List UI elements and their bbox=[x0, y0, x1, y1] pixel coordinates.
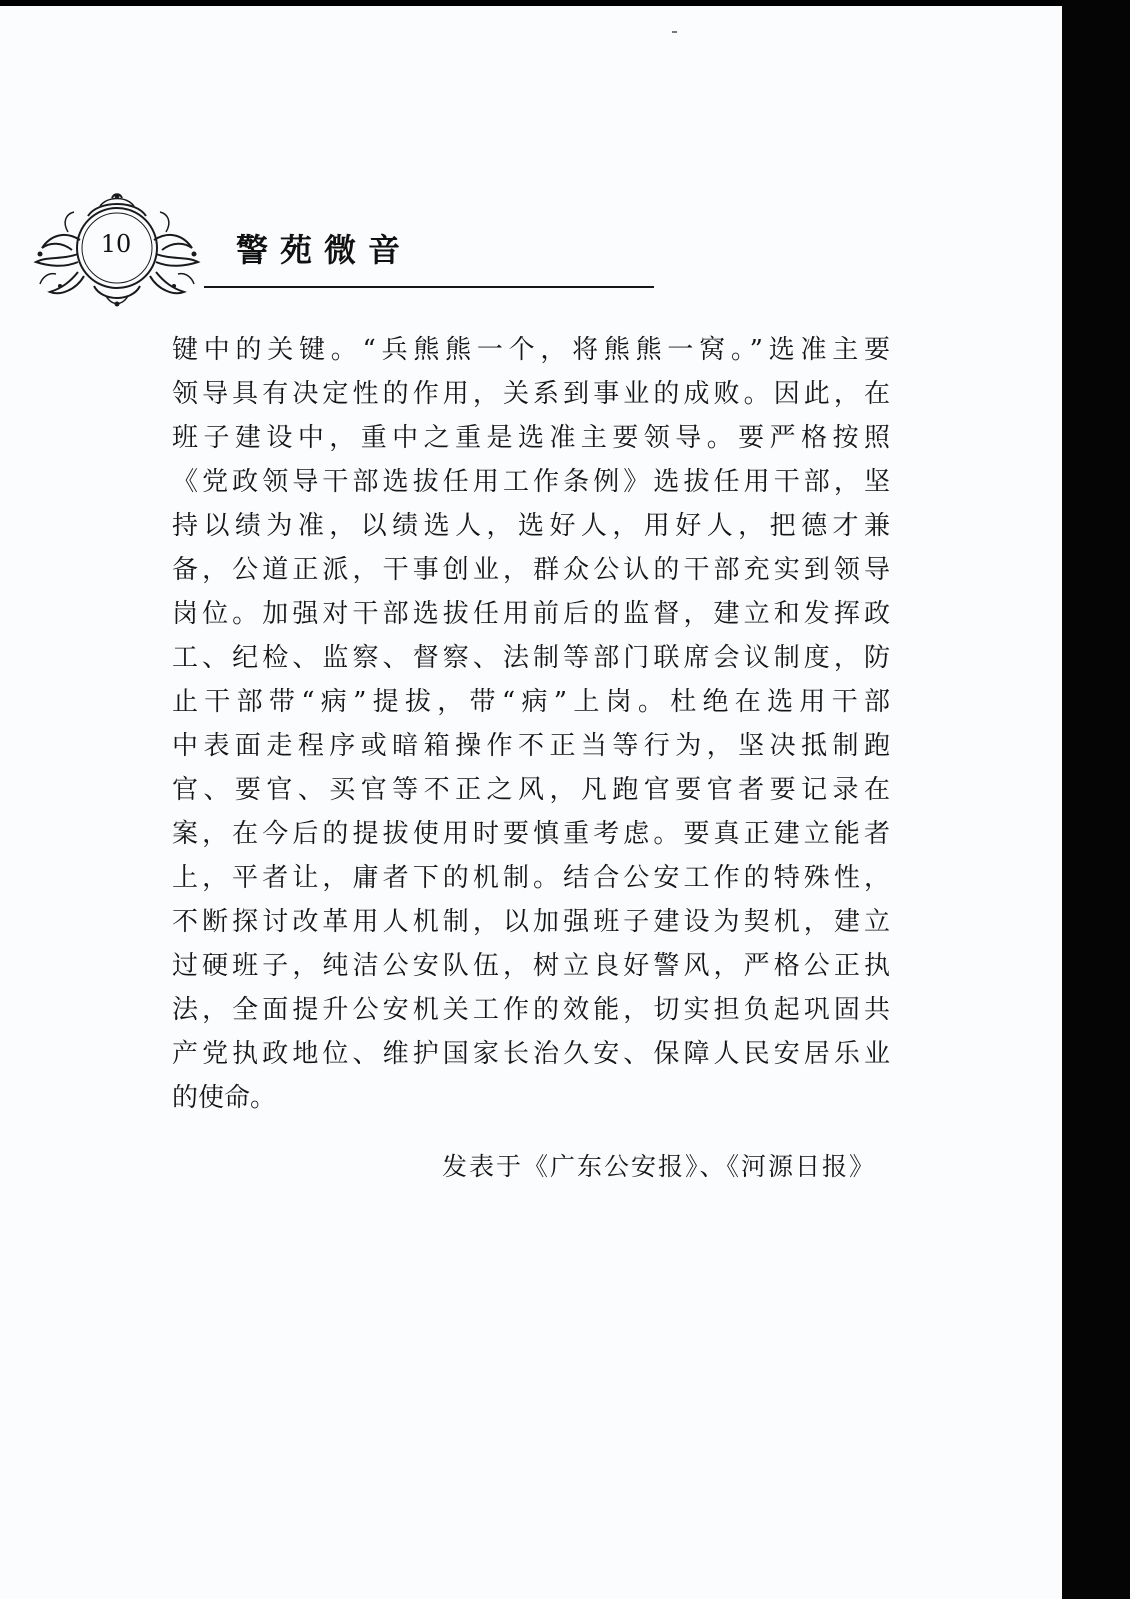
body-line: 《党政领导干部选拔任用工作条例》选拔任用干部，坚 bbox=[172, 467, 890, 497]
body-line: 班子建设中，重中之重是选准主要领导。要严格按照 bbox=[172, 423, 890, 453]
publication-note: 发表于《广东公安报》、《河源日报》 bbox=[441, 1152, 876, 1181]
body-line: 止干部带“病”提拔，带“病”上岗。杜绝在选用干部 bbox=[172, 687, 890, 717]
body-line: 不断探讨改革用人机制，以加强班子建设为契机，建立 bbox=[172, 907, 890, 937]
scan-speck bbox=[672, 31, 677, 33]
body-line: 案，在今后的提拔使用时要慎重考虑。要真正建立能者 bbox=[172, 819, 890, 849]
body-line: 过硬班子，纯洁公安队伍，树立良好警风，严格公正执 bbox=[172, 951, 890, 981]
body-paragraph bbox=[172, 328, 890, 1120]
body-line: 岗位。加强对干部选拔任用前后的监督，建立和发挥政 bbox=[172, 599, 890, 629]
body-line: 官、要官、买官等不正之风，凡跑官要官者要记录在 bbox=[172, 775, 890, 805]
header-rule bbox=[204, 286, 654, 288]
body-line: 备，公道正派，干事创业，群众公认的干部充实到领导 bbox=[172, 555, 890, 585]
body-line: 领导具有决定性的作用，关系到事业的成败。因此，在 bbox=[172, 379, 890, 409]
document-page bbox=[0, 6, 1062, 1599]
body-line: 键中的关键。“兵熊熊一个，将熊熊一窝。”选准主要 bbox=[172, 335, 890, 365]
body-line: 法，全面提升公安机关工作的效能，切实担负起巩固共 bbox=[172, 995, 890, 1025]
body-line: 工、纪检、监察、督察、法制等部门联席会议制度，防 bbox=[172, 643, 890, 673]
body-line: 持以绩为准，以绩选人，选好人，用好人，把德才兼 bbox=[172, 511, 890, 541]
body-line: 上，平者让，庸者下的机制。结合公安工作的特殊性， bbox=[172, 863, 890, 893]
book-title: 警苑微音 bbox=[236, 231, 413, 269]
body-line: 的使命。 bbox=[172, 1083, 277, 1113]
scan-border bbox=[1062, 0, 1130, 1599]
body-line: 产党执政地位、维护国家长治久安、保障人民安居乐业 bbox=[172, 1039, 890, 1069]
body-line: 中表面走程序或暗箱操作不正当等行为，坚决抵制跑 bbox=[172, 731, 890, 761]
page-number: 10 bbox=[100, 230, 132, 258]
